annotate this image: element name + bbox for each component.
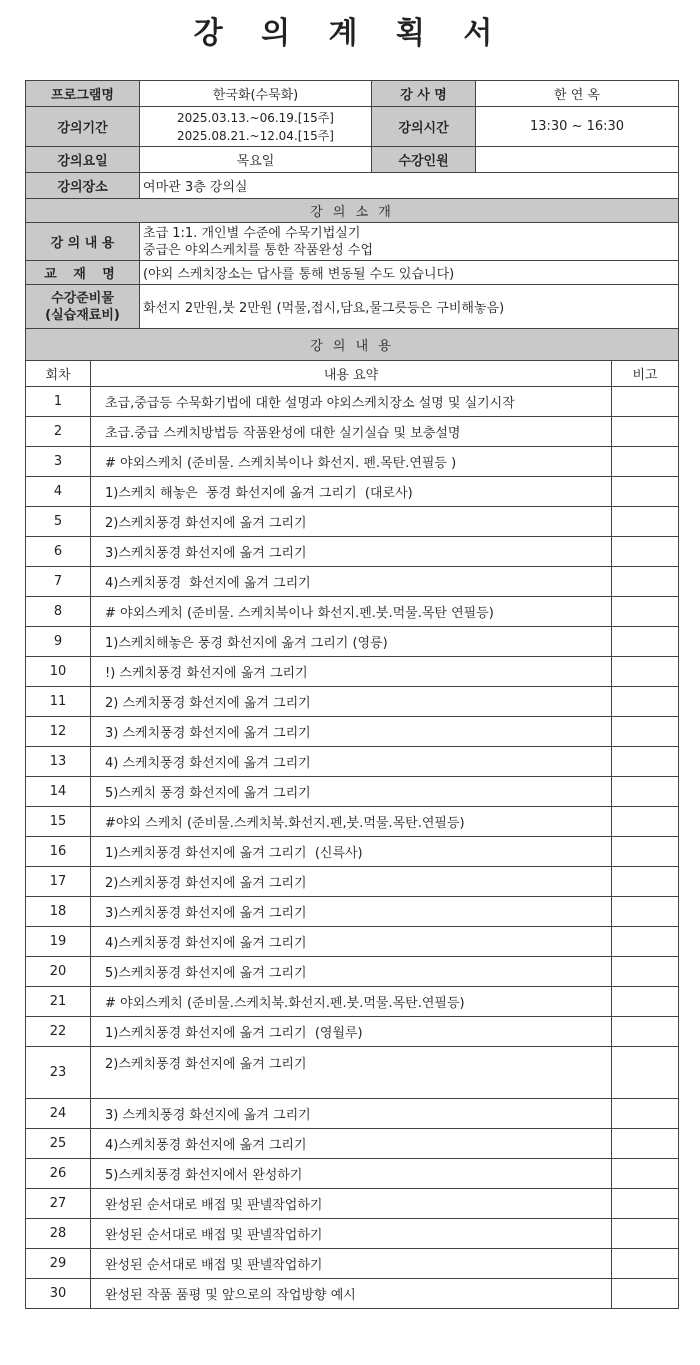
round-summary: 4)스케치풍경 화선지에 옮겨 그리기 — [91, 567, 612, 597]
day-label: 강의요일 — [26, 147, 140, 173]
round-summary: 4) 스케치풍경 화선지에 옮겨 그리기 — [91, 747, 612, 777]
round-summary: !) 스케치풍경 화선지에 옮겨 그리기 — [91, 657, 612, 687]
round-summary: 완성된 순서대로 배접 및 판넬작업하기 — [91, 1189, 612, 1219]
round-note — [612, 657, 679, 687]
round-number: 15 — [26, 807, 91, 837]
round-summary: 1)스케치 해놓은 풍경 화선지에 옮겨 그리기 (대로사) — [91, 477, 612, 507]
round-note — [612, 447, 679, 477]
round-number: 23 — [26, 1047, 91, 1099]
round-summary: 1)스케치풍경 화선지에 옮겨 그리기 (영월루) — [91, 1017, 612, 1047]
round-note — [612, 1129, 679, 1159]
schedule-row — [26, 747, 679, 777]
schedule-row — [26, 957, 679, 987]
round-number: 3 — [26, 447, 91, 477]
period-line-2: 2025.08.21.~12.04.[15주] — [177, 128, 334, 143]
round-number: 21 — [26, 987, 91, 1017]
intro-section-title: 강 의 소 개 — [26, 199, 679, 223]
schedule-row — [26, 417, 679, 447]
round-note — [612, 1047, 679, 1099]
round-note — [612, 387, 679, 417]
round-number: 20 — [26, 957, 91, 987]
round-number: 19 — [26, 927, 91, 957]
round-note — [612, 957, 679, 987]
round-note — [612, 477, 679, 507]
round-number: 14 — [26, 777, 91, 807]
capacity-value — [476, 147, 679, 173]
round-number: 28 — [26, 1219, 91, 1249]
round-summary: 초급.중급 스케치방법등 작품완성에 대한 실기실습 및 보충설명 — [91, 417, 612, 447]
schedule-rows — [26, 387, 679, 1309]
round-note — [612, 597, 679, 627]
schedule-row — [26, 537, 679, 567]
schedule-row — [26, 387, 679, 417]
round-note — [612, 507, 679, 537]
round-note — [612, 567, 679, 597]
round-number: 22 — [26, 1017, 91, 1047]
round-number: 17 — [26, 867, 91, 897]
round-number: 4 — [26, 477, 91, 507]
textbook-label: 교 재 명 — [26, 261, 140, 285]
period-label: 강의기간 — [26, 107, 140, 147]
round-note — [612, 867, 679, 897]
materials-label — [26, 285, 140, 329]
schedule-row — [26, 657, 679, 687]
materials-label-line-2: (실습재료비) — [45, 307, 120, 323]
round-number: 29 — [26, 1249, 91, 1279]
day-value: 목요일 — [140, 147, 372, 173]
round-note — [612, 1249, 679, 1279]
col-round-header: 회차 — [26, 361, 91, 387]
round-number: 12 — [26, 717, 91, 747]
round-summary: 3) 스케치풍경 화선지에 옮겨 그리기 — [91, 1099, 612, 1129]
round-summary: 5)스케치풍경 화선지에 옮겨 그리기 — [91, 957, 612, 987]
period-value — [140, 107, 372, 147]
schedule-row — [26, 687, 679, 717]
round-note — [612, 1279, 679, 1309]
schedule-row — [26, 567, 679, 597]
round-note — [612, 897, 679, 927]
time-label: 강의시간 — [372, 107, 476, 147]
round-number: 27 — [26, 1189, 91, 1219]
round-number: 6 — [26, 537, 91, 567]
program-value: 한국화(수묵화) — [140, 81, 372, 107]
round-summary: 4)스케치풍경 화선지에 옮겨 그리기 — [91, 927, 612, 957]
round-summary: 2)스케치풍경 화선지에 옮겨 그리기 — [91, 1047, 612, 1099]
round-number: 8 — [26, 597, 91, 627]
schedule-row — [26, 447, 679, 477]
schedule-row — [26, 1219, 679, 1249]
schedule-row — [26, 507, 679, 537]
schedule-section-title: 강 의 내 용 — [26, 329, 679, 361]
round-summary: 초급,중급등 수묵화기법에 대한 설명과 야외스케치장소 설명 및 실기시작 — [91, 387, 612, 417]
round-summary: # 야외스케치 (준비물.스케치북.화선지.펜.붓.먹물.목탄.연필등) — [91, 987, 612, 1017]
round-number: 9 — [26, 627, 91, 657]
lecture-plan-table — [25, 80, 679, 1309]
round-summary: 3) 스케치풍경 화선지에 옮겨 그리기 — [91, 717, 612, 747]
period-line-1: 2025.03.13.~06.19.[15주] — [177, 110, 334, 125]
program-label: 프로그램명 — [26, 81, 140, 107]
round-note — [612, 747, 679, 777]
schedule-row — [26, 867, 679, 897]
round-note — [612, 1099, 679, 1129]
time-value: 13:30 ~ 16:30 — [476, 107, 679, 147]
schedule-row — [26, 1249, 679, 1279]
round-summary: # 야외스케치 (준비물. 스케치북이나 화선지. 펜.목탄.연필등 ) — [91, 447, 612, 477]
round-summary: 완성된 작품 품평 및 앞으로의 작업방향 예시 — [91, 1279, 612, 1309]
round-note — [612, 417, 679, 447]
round-note — [612, 777, 679, 807]
round-summary: 1)스케치풍경 화선지에 옮겨 그리기 (신륵사) — [91, 837, 612, 867]
round-note — [612, 927, 679, 957]
capacity-label: 수강인원 — [372, 147, 476, 173]
round-number: 10 — [26, 657, 91, 687]
round-note — [612, 987, 679, 1017]
round-summary: 완성된 순서대로 배접 및 판넬작업하기 — [91, 1249, 612, 1279]
round-number: 7 — [26, 567, 91, 597]
instructor-label: 강 사 명 — [372, 81, 476, 107]
round-number: 18 — [26, 897, 91, 927]
round-note — [612, 807, 679, 837]
round-note — [612, 1159, 679, 1189]
round-number: 1 — [26, 387, 91, 417]
schedule-row — [26, 1047, 679, 1099]
round-summary: 5)스케치 풍경 화선지에 옮겨 그리기 — [91, 777, 612, 807]
col-summary-header: 내용 요약 — [91, 361, 612, 387]
schedule-row — [26, 1129, 679, 1159]
schedule-row — [26, 987, 679, 1017]
content-line-2: 중급은 야외스케치를 통한 작품완성 수업 — [143, 242, 374, 258]
round-note — [612, 627, 679, 657]
round-note — [612, 687, 679, 717]
schedule-row — [26, 837, 679, 867]
round-note — [612, 1189, 679, 1219]
round-note — [612, 537, 679, 567]
round-number: 25 — [26, 1129, 91, 1159]
round-number: 2 — [26, 417, 91, 447]
materials-label-line-1: 수강준비물 — [51, 290, 114, 306]
col-note-header: 비고 — [612, 361, 679, 387]
round-summary: #야외 스케치 (준비물.스케치북.화선지.펜,붓.먹물.목탄.연필등) — [91, 807, 612, 837]
schedule-row — [26, 1159, 679, 1189]
round-note — [612, 837, 679, 867]
round-note — [612, 1017, 679, 1047]
round-summary: # 야외스케치 (준비물. 스케치북이나 화선지.펜.붓.먹물.목탄 연필등) — [91, 597, 612, 627]
round-number: 24 — [26, 1099, 91, 1129]
content-value — [140, 223, 679, 261]
place-label: 강의장소 — [26, 173, 140, 199]
schedule-row — [26, 927, 679, 957]
round-summary: 4)스케치풍경 화선지에 옮겨 그리기 — [91, 1129, 612, 1159]
schedule-row — [26, 807, 679, 837]
schedule-row — [26, 1017, 679, 1047]
schedule-row — [26, 1279, 679, 1309]
content-line-1: 초급 1:1. 개인별 수준에 수묵기법실기 — [143, 225, 361, 241]
schedule-row — [26, 1189, 679, 1219]
round-summary: 3)스케치풍경 화선지에 옮겨 그리기 — [91, 897, 612, 927]
round-summary: 2)스케치풍경 화선지에 옮겨 그리기 — [91, 507, 612, 537]
schedule-row — [26, 777, 679, 807]
round-number: 16 — [26, 837, 91, 867]
content-label: 강 의 내 용 — [26, 223, 140, 261]
round-note — [612, 1219, 679, 1249]
round-note — [612, 717, 679, 747]
round-summary: 3)스케치풍경 화선지에 옮겨 그리기 — [91, 537, 612, 567]
round-number: 26 — [26, 1159, 91, 1189]
materials-value: 화선지 2만원,붓 2만원 (먹물,접시,담요,물그릇등은 구비해놓음) — [140, 285, 679, 329]
round-summary: 5)스케치풍경 화선지에서 완성하기 — [91, 1159, 612, 1189]
instructor-value: 한 연 옥 — [476, 81, 679, 107]
schedule-row — [26, 897, 679, 927]
place-value: 여마관 3층 강의실 — [140, 173, 679, 199]
schedule-row — [26, 627, 679, 657]
textbook-value: (야외 스케치장소는 답사를 통해 변동될 수도 있습니다) — [140, 261, 679, 285]
round-number: 30 — [26, 1279, 91, 1309]
round-summary: 1)스케치해놓은 풍경 화선지에 옮겨 그리기 (영릉) — [91, 627, 612, 657]
schedule-row — [26, 717, 679, 747]
page-title: 강 의 계 획 서 — [193, 16, 507, 51]
round-summary: 완성된 순서대로 배접 및 판넬작업하기 — [91, 1219, 612, 1249]
schedule-row — [26, 597, 679, 627]
round-number: 11 — [26, 687, 91, 717]
round-number: 5 — [26, 507, 91, 537]
round-number: 13 — [26, 747, 91, 777]
round-summary: 2)스케치풍경 화선지에 옮겨 그리기 — [91, 867, 612, 897]
schedule-row — [26, 477, 679, 507]
schedule-row — [26, 1099, 679, 1129]
round-summary: 2) 스케치풍경 화선지에 옮겨 그리기 — [91, 687, 612, 717]
